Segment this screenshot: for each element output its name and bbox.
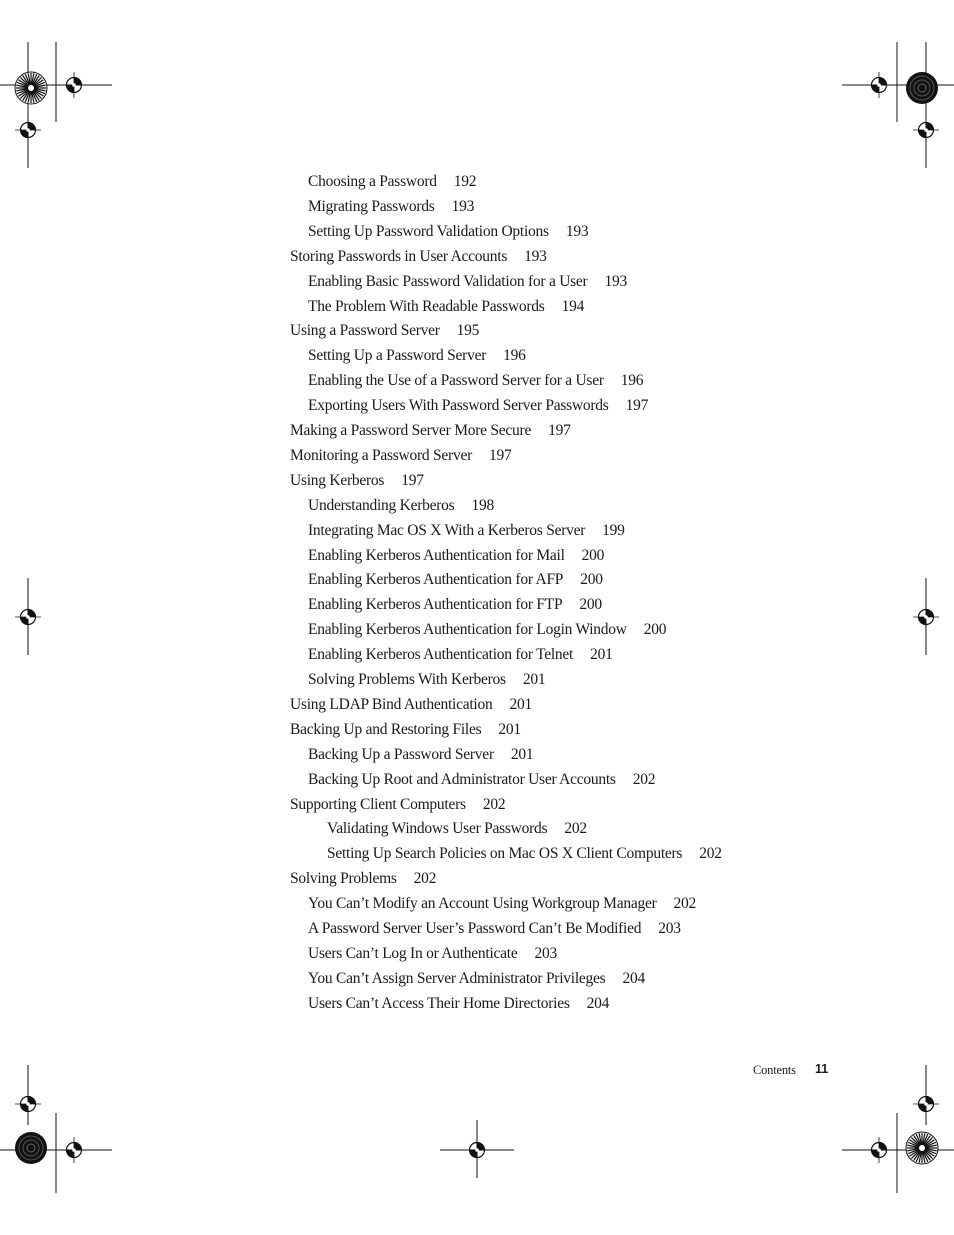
toc-entry-page: 202 [413, 870, 437, 888]
toc-entry[interactable] [308, 496, 494, 516]
toc-entry-title: Using a Password Server [290, 322, 440, 340]
toc-entry-page: 202 [699, 845, 722, 863]
toc-entry-page: 201 [590, 646, 613, 664]
toc-entry[interactable] [308, 620, 666, 640]
toc-entry[interactable] [308, 745, 533, 765]
toc-entry[interactable] [308, 521, 625, 541]
toc-entry-title: Using Kerberos [290, 471, 385, 489]
toc-entry[interactable] [308, 346, 526, 366]
toc-entry[interactable] [308, 297, 584, 317]
toc-entry-title: Enabling Kerberos Authentication for Telnet [308, 646, 574, 664]
toc-entry-page: 193 [604, 272, 627, 290]
toc-entry-page: 201 [509, 695, 532, 713]
toc-entry[interactable] [290, 446, 512, 466]
toc-entry[interactable] [290, 321, 479, 341]
toc-entry-page: 203 [658, 920, 681, 937]
toc-entry[interactable] [290, 695, 532, 715]
toc-entry-title: Understanding Kerberos [308, 496, 455, 514]
toc-entry-title: You Can’t Assign Server Administrator Privileges [308, 969, 606, 987]
toc-entry-title: Integrating Mac OS X With a Kerberos Server [308, 521, 586, 539]
toc-entry-page: 194 [561, 297, 585, 315]
toc-entry-page: 201 [510, 745, 534, 763]
toc-entry-page: 200 [581, 546, 605, 564]
toc-entry-title: Making a Password Server More Secure [290, 422, 532, 439]
toc-entry-page: 200 [643, 621, 667, 639]
toc-entry-title: Setting Up a Password Server [308, 347, 487, 365]
toc-entry-title: Enabling Basic Password Validation for a User [308, 272, 588, 290]
toc-entry[interactable] [308, 994, 609, 1014]
toc-entry-page: 201 [522, 671, 546, 688]
toc-entry-page: 198 [471, 496, 494, 514]
toc-entry-title: Setting Up Search Policies on Mac OS X Client Computers [327, 845, 683, 863]
toc-entry-page: 196 [503, 347, 526, 365]
footer-page-number: 11 [815, 1062, 829, 1076]
toc-entry[interactable] [290, 869, 436, 889]
toc-entry-page: 196 [620, 372, 644, 390]
toc-entry[interactable] [308, 546, 604, 566]
toc-entry-title: Users Can’t Access Their Home Directories [308, 994, 570, 1012]
toc-entry-page: 193 [451, 197, 475, 215]
toc-entry-page: 204 [586, 994, 610, 1012]
toc-entry-page: 197 [401, 471, 424, 489]
toc-entry-title: Storing Passwords in User Accounts [290, 247, 508, 265]
toc-entry[interactable] [308, 770, 655, 790]
toc-entry[interactable] [308, 222, 588, 242]
toc-entry-title: Enabling Kerberos Authentication for AFP [308, 571, 564, 589]
toc-entry-page: 197 [625, 397, 649, 415]
toc-entry-title: Choosing a Password [308, 173, 437, 190]
toc-entry-title: You Can’t Modify an Account Using Workgroup Manager [308, 895, 657, 913]
toc-entry-page: 204 [622, 969, 645, 987]
toc-entry-title: Migrating Passwords [308, 197, 435, 215]
toc-entry[interactable] [290, 421, 571, 441]
toc-entry[interactable] [308, 396, 648, 416]
toc-entry-title: Solving Problems With Kerberos [308, 671, 506, 688]
toc-entry-title: Users Can’t Log In or Authenticate [308, 944, 518, 962]
toc-entry-title: Solving Problems [290, 870, 397, 888]
footer-section-label: Contents [753, 1063, 796, 1077]
toc-entry-title: Enabling the Use of a Password Server for a User [308, 372, 604, 390]
toc-entry[interactable] [308, 272, 627, 292]
toc-entry-title: Using LDAP Bind Authentication [290, 695, 493, 713]
toc-entry-title: Backing Up Root and Administrator User Accounts [308, 770, 616, 788]
toc-entry-page: 202 [482, 795, 506, 813]
toc-entry-page: 202 [673, 895, 697, 913]
toc-entry-page: 202 [564, 820, 587, 838]
toc-entry-page: 200 [580, 571, 603, 589]
toc-entry[interactable] [308, 919, 681, 939]
toc-entry[interactable] [308, 645, 613, 665]
toc-entry-page: 202 [632, 770, 656, 788]
toc-entry[interactable] [308, 944, 557, 964]
crop-lines [0, 42, 954, 1193]
toc-entry[interactable] [290, 247, 547, 267]
toc-entry-title: Supporting Client Computers [290, 795, 466, 813]
toc-entry[interactable] [290, 795, 505, 815]
toc-entry[interactable] [308, 670, 545, 690]
toc-entry-page: 192 [453, 173, 477, 190]
toc-entry-title: Backing Up and Restoring Files [290, 720, 482, 738]
toc-entry-title: Exporting Users With Password Server Passwords [308, 397, 609, 415]
toc-entry-page: 193 [524, 247, 547, 265]
toc-entry[interactable] [290, 720, 521, 740]
toc-entry[interactable] [308, 197, 474, 217]
toc-entry-page: 199 [602, 521, 625, 539]
toc-entry-page: 193 [565, 222, 589, 240]
toc-entry-title: Enabling Kerberos Authentication for FTP [308, 596, 563, 614]
toc-entry-page: 200 [579, 596, 602, 614]
toc-entry-title: The Problem With Readable Passwords [308, 297, 545, 315]
toc-entry-title: Enabling Kerberos Authentication for Mail [308, 546, 565, 564]
toc-entry[interactable] [308, 172, 476, 192]
toc-entry-page: 197 [548, 422, 571, 439]
toc-entry-page: 203 [534, 944, 557, 962]
toc-entry[interactable] [327, 844, 722, 864]
toc-entry-title: Backing Up a Password Server [308, 745, 494, 763]
toc-entry[interactable] [327, 819, 587, 839]
toc-entry[interactable] [308, 371, 643, 391]
toc-entry[interactable] [308, 595, 602, 615]
toc-entry[interactable] [290, 471, 424, 491]
toc-entry-page: 201 [498, 720, 521, 738]
toc-entry-title: Validating Windows User Passwords [327, 820, 548, 838]
toc-entry-title: A Password Server User’s Password Can’t Be Modified [308, 920, 642, 937]
toc-entry-title: Monitoring a Password Server [290, 446, 472, 464]
toc-entry-page: 195 [456, 322, 480, 340]
toc-entry[interactable] [308, 570, 603, 590]
toc-entry-title: Enabling Kerberos Authentication for Login Window [308, 621, 627, 639]
toc-entry[interactable] [308, 894, 696, 914]
toc-entry-title: Setting Up Password Validation Options [308, 222, 549, 240]
toc-entry[interactable] [308, 969, 645, 989]
toc-entry-page: 197 [489, 446, 512, 464]
